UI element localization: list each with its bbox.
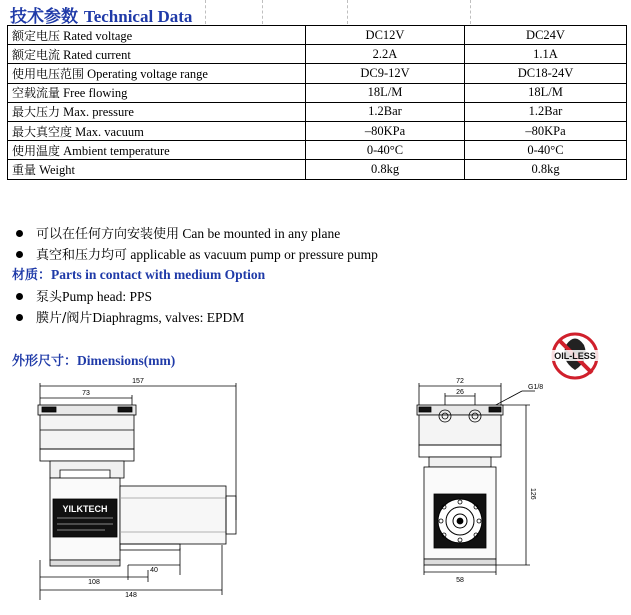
oil-less-badge [545,334,605,378]
svg-text:58: 58 [456,577,464,584]
param-label: 最大压力 Max. pressure [8,102,306,121]
param-label: 额定电压 Rated voltage [8,26,306,45]
value-24v: 0-40°C [465,141,627,160]
svg-text:G1/8: G1/8 [528,384,544,391]
svg-text:26: 26 [456,389,464,396]
value-12v: DC12V [306,26,465,45]
svg-text:40: 40 [150,567,158,574]
param-label: 额定电流 Rated current [8,45,306,64]
param-label: 使用电压范围 Operating voltage range [8,64,306,83]
svg-text:157: 157 [132,378,144,385]
value-12v: 0-40°C [306,141,465,160]
value-24v: 1.1A [465,45,627,64]
value-24v: DC24V [465,26,627,45]
list-item: 真空和压力均可 applicable as vacuum pump or pressure pump [14,244,378,265]
param-label: 空载流量 Free flowing [8,83,306,102]
badge-text: OIL-LESS [554,351,596,361]
svg-text:72: 72 [456,378,464,385]
param-label: 最大真空度 Max. vacuum [8,121,306,140]
list-item: 泵头Pump head: PPS [14,286,244,307]
title-en: Technical Data [83,7,193,26]
front-view [417,378,543,584]
value-12v: 1.2Bar [306,102,465,121]
value-24v: 0.8kg [465,160,627,179]
value-12v: 2.2A [306,45,465,64]
materials-heading: 材质：Parts in contact with medium Option [12,267,266,283]
value-24v: DC18-24V [465,64,627,83]
svg-text:148: 148 [125,592,137,599]
value-24v: –80KPa [465,121,627,140]
svg-text:108: 108 [88,579,100,586]
list-item: 可以在任何方向安装使用 Can be mounted in any plane [14,223,378,244]
svg-text:73: 73 [82,390,90,397]
value-24v: 1.2Bar [465,102,627,121]
value-12v: –80KPa [306,121,465,140]
param-label: 重量 Weight [8,160,306,179]
side-view [38,378,236,600]
value-12v: 0.8kg [306,160,465,179]
list-item: 膜片/阀片Diaphragms, valves: EPDM [14,307,244,328]
value-24v: 18L/M [465,83,627,102]
value-12v: DC9-12V [306,64,465,83]
title-zh: 技术参数 [10,7,78,27]
svg-text:126: 126 [529,488,536,500]
brand-text: YILKTECH [62,504,108,514]
value-12v: 18L/M [306,83,465,102]
dimensions-heading: 外形尺寸：Dimensions(mm) [12,353,176,369]
param-label: 使用温度 Ambient temperature [8,141,306,160]
